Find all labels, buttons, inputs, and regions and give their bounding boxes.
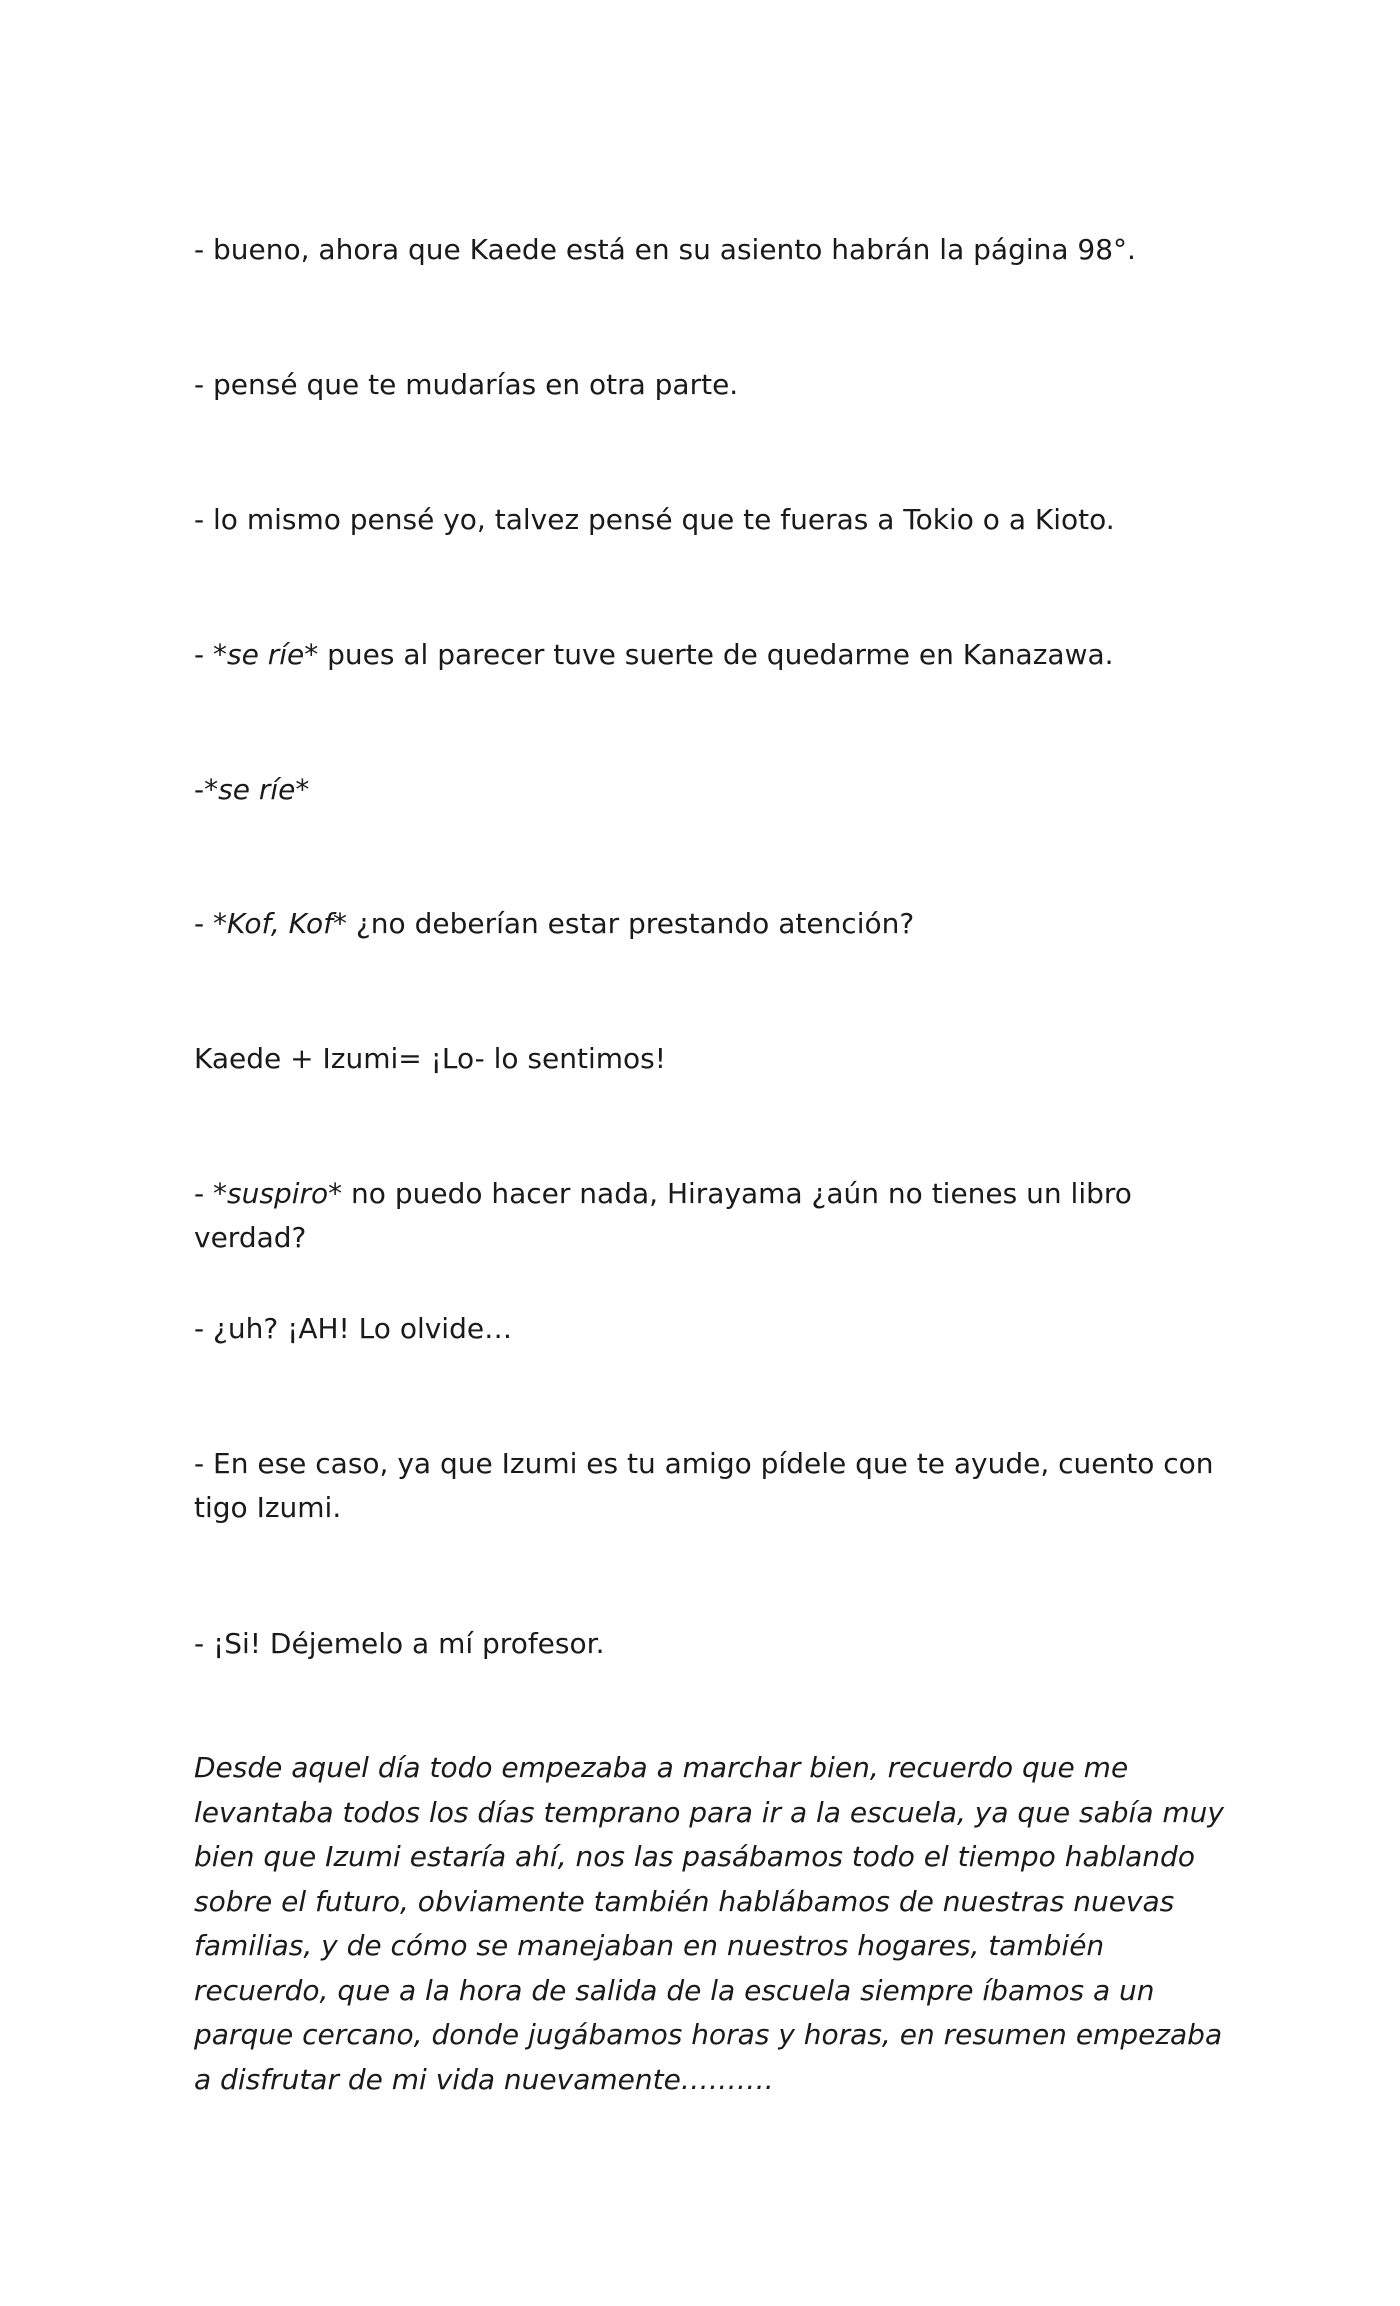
dialogue-line-4-action: *se ríe*: [213, 638, 319, 671]
dialogue-line-5-prefix: -: [194, 773, 205, 806]
dialogue-line-4: [194, 633, 1234, 677]
dialogue-line-3-text: - lo mismo pensé yo, talvez pensé que te fueras a Tokio o a Kioto.: [194, 503, 1115, 536]
dialogue-line-10-text: - En ese caso, ya que Izumi es tu amigo pídele que te ayude, cuento con tigo Izumi.: [194, 1447, 1214, 1524]
dialogue-line-8: [194, 1172, 1234, 1260]
dialogue-line-1: [194, 228, 1234, 272]
dialogue-line-4-text: pues al parecer tuve suerte de quedarme en Kanazawa.: [318, 638, 1114, 671]
dialogue-line-3: [194, 498, 1234, 542]
dialogue-line-5-action: *se ríe*: [204, 773, 310, 806]
dialogue-line-4-prefix: -: [194, 638, 214, 671]
dialogue-line-6-action: *Kof, Kof*: [213, 907, 348, 940]
dialogue-line-11: [194, 1622, 1234, 1666]
dialogue-line-9: [194, 1307, 1234, 1351]
dialogue-line-8-action: *suspiro*: [213, 1177, 343, 1210]
dialogue-line-6: [194, 902, 1234, 946]
dialogue-line-8-prefix: -: [194, 1177, 214, 1210]
dialogue-line-1-text: - bueno, ahora que Kaede está en su asiento habrán la página 98°.: [194, 233, 1136, 266]
dialogue-line-9-text: - ¿uh? ¡AH! Lo olvide…: [194, 1312, 513, 1345]
dialogue-line-8-text: no puedo hacer nada, Hirayama ¿aún no tienes un libro verdad?: [194, 1177, 1132, 1254]
dialogue-line-11-text: - ¡Si! Déjemelo a mí profesor.: [194, 1627, 605, 1660]
dialogue-line-7: [194, 1037, 1234, 1081]
dialogue-line-10: [194, 1442, 1234, 1530]
dialogue-line-7-text: Kaede + Izumi= ¡Lo- lo sentimos!: [194, 1042, 666, 1075]
dialogue-line-6-prefix: -: [194, 907, 214, 940]
dialogue-line-2-text: - pensé que te mudarías en otra parte.: [194, 368, 739, 401]
dialogue-line-5: [194, 768, 1234, 812]
narration-paragraph: Desde aquel día todo empezaba a marchar bien, recuerdo que me levantaba todos los días temprano para ir a la escuela, ya que sabía muy bien que Izumi estaría ahí, nos las pasábamos todo el tiempo hablando sobre el futuro, obviamente también hablábamos de nuestras nuevas familias, y de cómo se manejaban en nuestros hogares, también recuerdo, que a la hora de salida de la escuela siempre íbamos a un parque cercano, donde jugábamos horas y horas, en resumen empezaba a disfrutar de mi vida nuevamente……….: [194, 1751, 1224, 2096]
dialogue-line-2: [194, 363, 1234, 407]
dialogue-line-6-text: ¿no deberían estar prestando atención?: [347, 907, 915, 940]
